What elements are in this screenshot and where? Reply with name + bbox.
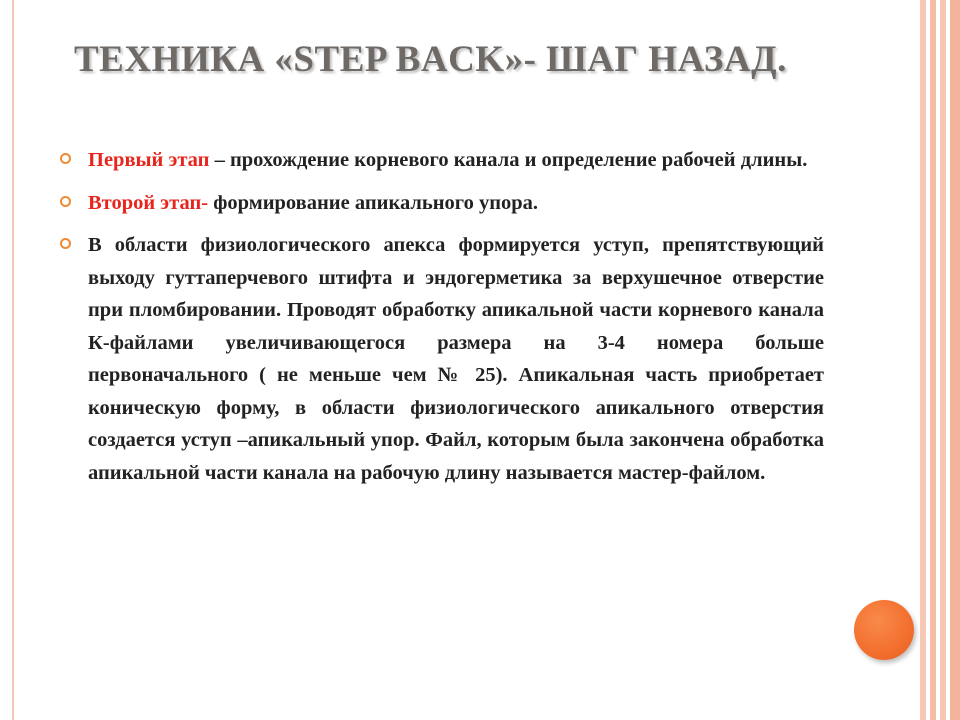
bullet-text: В области физиологического апекса формируется уступ, препятствующий выходу гуттаперчевого штифта и эндогерметика за верхушечное отверстие при пломбировании. Проводят обработку апикальной части корневого канала К-файлами увеличивающегося размера на 3-4 номера больше первоначального ( не меньше чем № 25). Апикальная часть приобретает коническую форму, в области физиологического апикального отверстия создается уступ –апикальный упор. Файл, которым была закончена обработка апикальной части канала на рабочую длину называется мастер-файлом. — [88, 234, 824, 484]
slide-title: ТЕХНИКА «STEP BACK»- ШАГ НАЗАД. — [74, 39, 787, 80]
stripe — [950, 0, 960, 720]
right-decorative-stripes — [920, 0, 960, 720]
bullet-highlight: Первый этап — [88, 149, 210, 171]
left-border-line — [12, 0, 14, 720]
stripe — [920, 0, 926, 720]
bullet-text: – прохождение корневого канала и определение рабочей длины. — [209, 149, 808, 171]
bullet-highlight: Второй этап- — [88, 191, 209, 214]
bullet-item-description — [60, 229, 824, 489]
bullet-item-second-stage — [60, 187, 824, 220]
bullet-text: формирование апикального упора. — [208, 191, 539, 214]
bullet-circle-icon — [60, 238, 71, 249]
bullet-circle-icon — [60, 153, 71, 164]
stripe — [930, 0, 936, 720]
slide-body — [60, 144, 824, 499]
orange-circle-decoration — [854, 600, 914, 660]
bullet-item-first-stage — [60, 144, 824, 177]
bullet-circle-icon — [60, 196, 71, 207]
stripe — [940, 0, 946, 720]
